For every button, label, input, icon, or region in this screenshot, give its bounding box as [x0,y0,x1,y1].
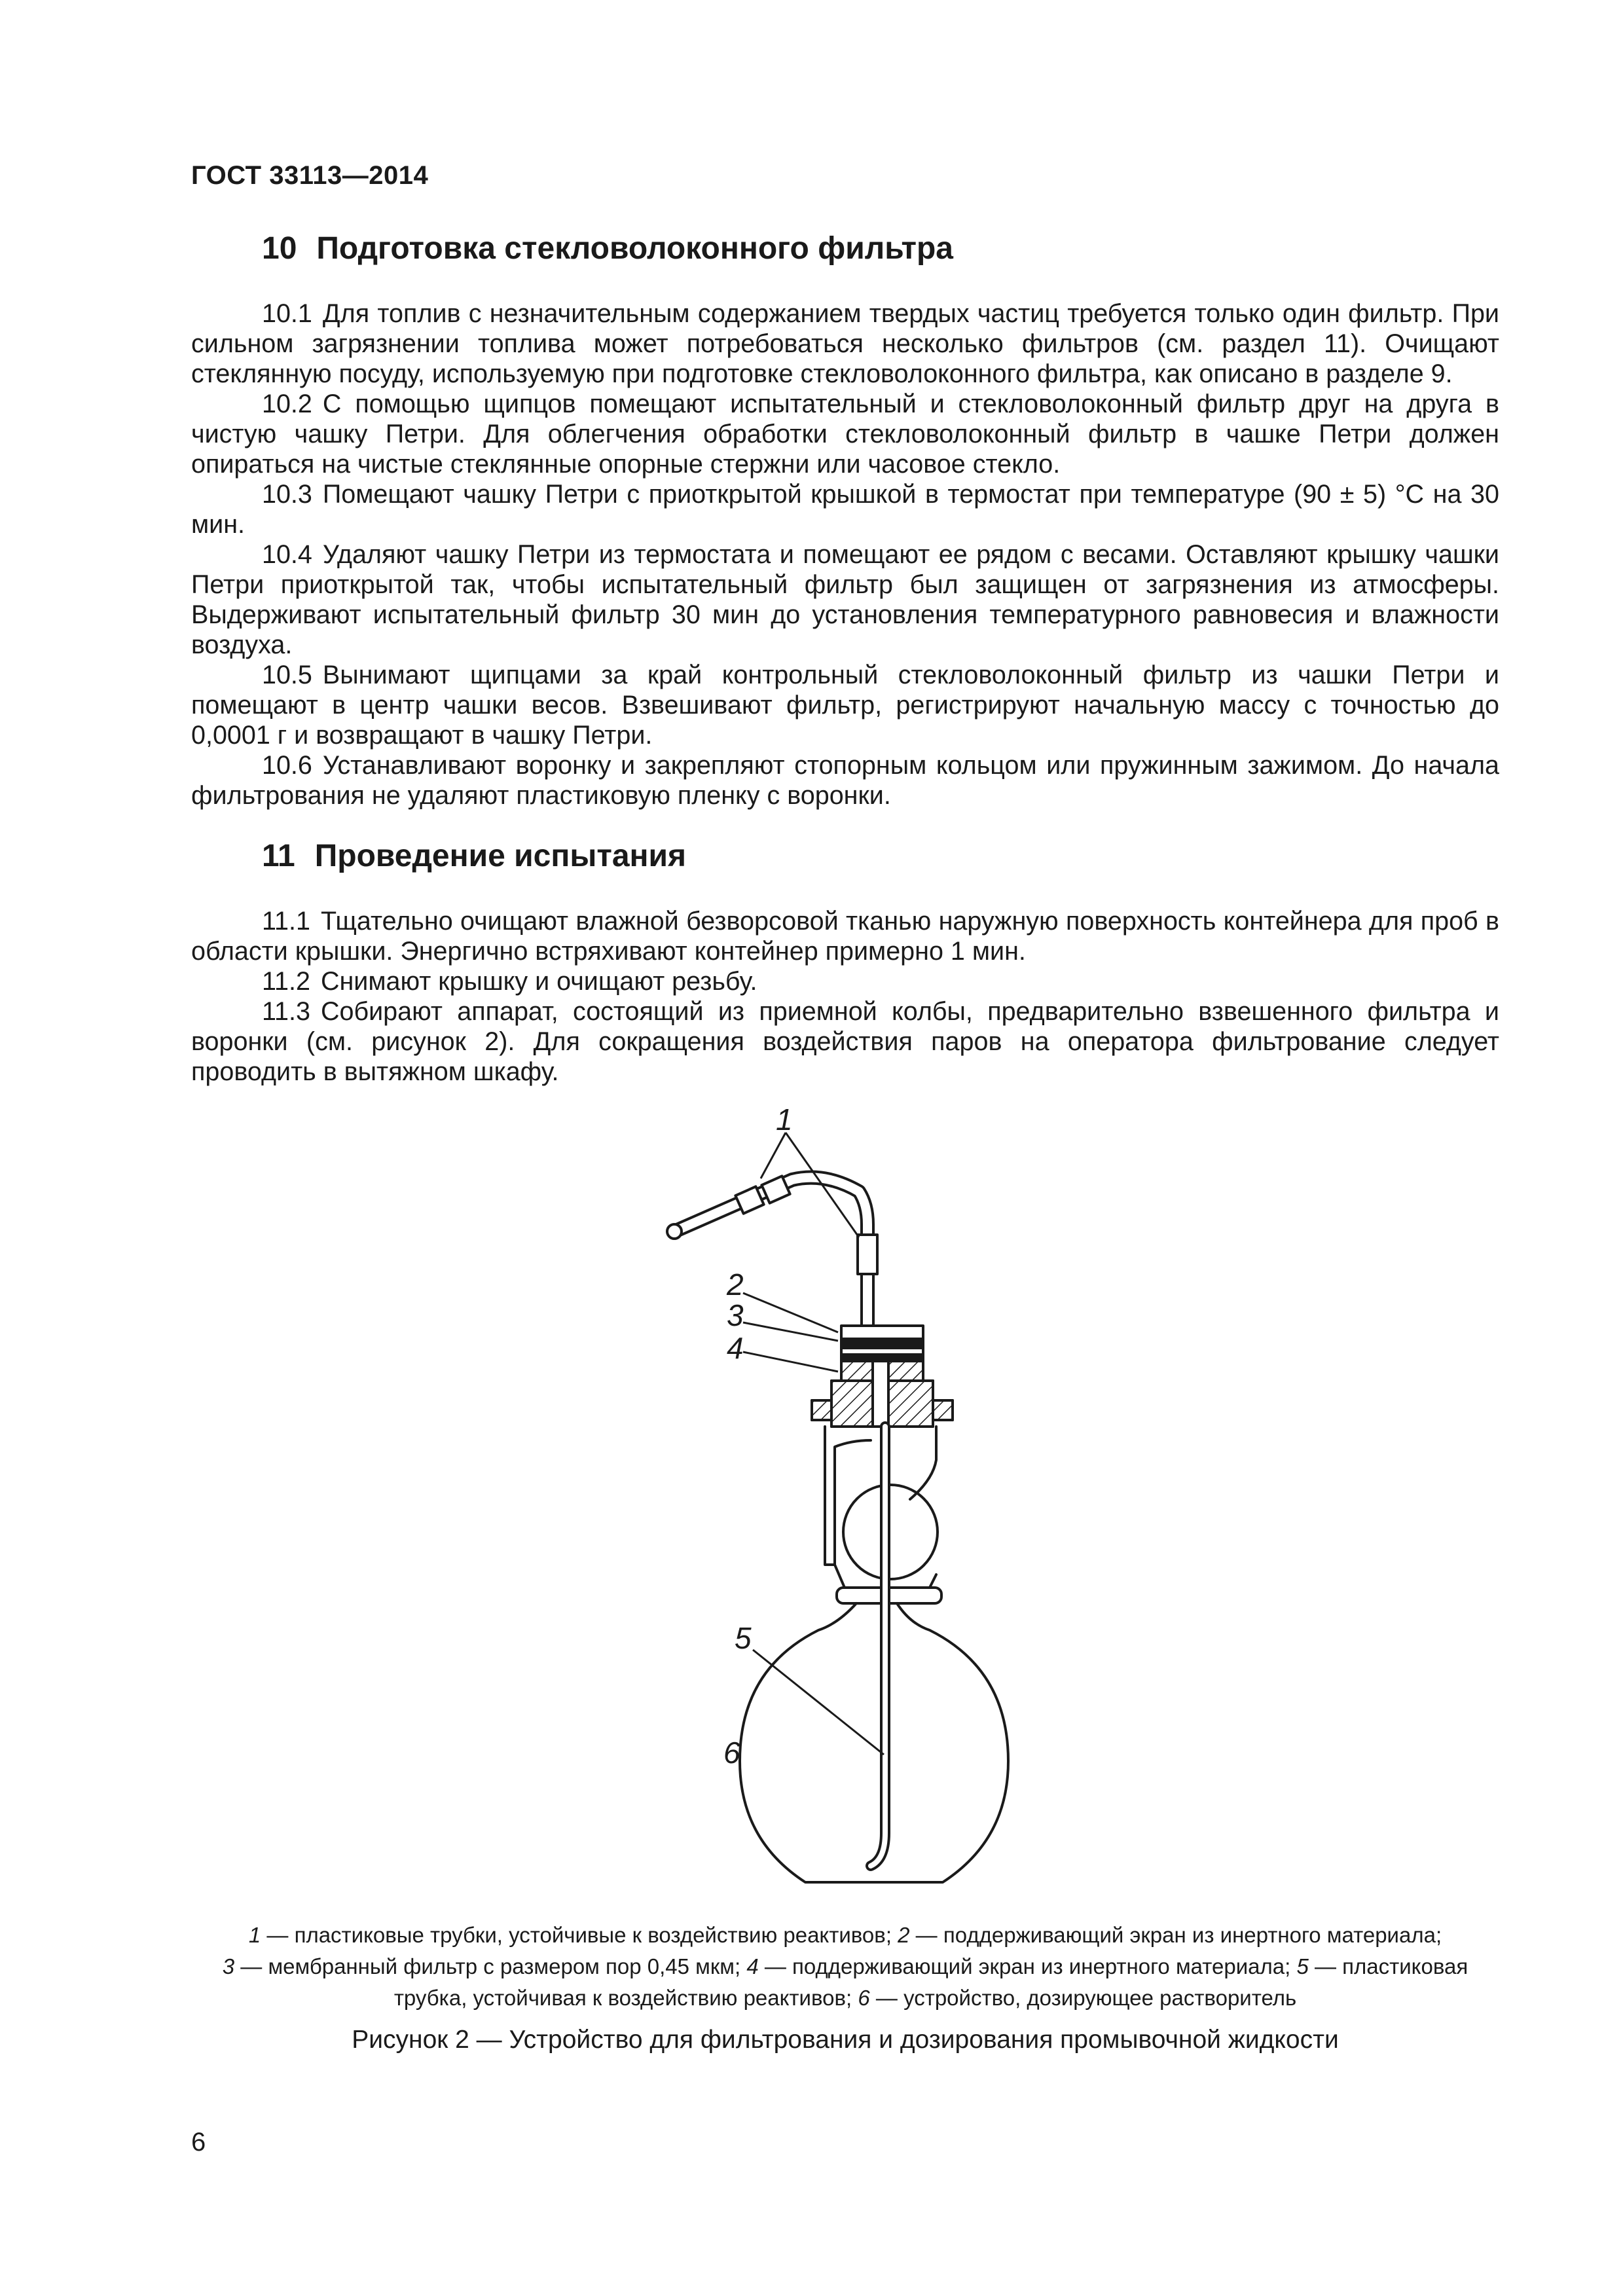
legend-text-4: — поддерживающий экран из инертного материала; [758,1954,1297,1978]
legend-key-6: 6 [858,1986,870,2010]
paragraph-number: 11.3 [262,997,310,1026]
section-10-number: 10 [262,231,297,266]
callout-4: 4 [727,1331,744,1365]
callout-1: 1 [776,1106,793,1137]
paragraph-10-4 [191,539,1499,660]
legend-line-1 [191,1920,1499,1951]
section-11-number: 11 [262,839,295,873]
paragraph-10-1 [191,299,1499,389]
paragraph-11-2 [191,966,1499,996]
paragraph-text: Устанавливают воронку и закрепляют стопорным кольцом или пружинным зажимом. До начала фильтрования не удаляют пластиковую пленку с воронки. [191,751,1499,810]
legend-text-5-cont: трубка, устойчивая к воздействию реактивов; [393,1986,858,2010]
document-id-header: ГОСТ 33113—2014 [191,161,429,190]
paragraph-text: Снимают крышку и очищают резьбу. [320,967,757,996]
paragraph-text: Вынимают щипцами за край контрольный стекловолоконный фильтр из чашки Петри и помещают в центр чашки весов. Взвешивают фильтр, регистрируют начальную массу с точностью до 0,0001 г и возвращают в чашку Петри. [191,661,1499,750]
paragraph-text: С помощью щипцов помещают испытательный и стекловолоконный фильтр друг на друга в чистую чашку Петри. Для облегчения обработки стекловолоконный фильтр в чашке Петри должен опираться на чистые стеклянные опорные стержни или часовое стекло. [191,390,1499,479]
paragraph-number: 10.2 [262,390,312,418]
paragraph-text: Собирают аппарат, состоящий из приемной колбы, предварительно взвешенного фильтра и воронки (см. рисунок 2). Для сокращения воздействия паров на оператора фильтрование следует проводить в вытяжном шкафу. [191,997,1499,1086]
callout-6: 6 [723,1736,740,1770]
flask-body [667,1176,1008,1882]
paragraph-number: 10.6 [262,751,312,780]
legend-key-4: 4 [746,1954,759,1978]
legend-line-2 [191,1951,1499,1982]
paragraph-number: 10.5 [262,661,312,689]
filtration-device-drawing [589,1106,1048,1912]
legend-line-3 [191,1982,1499,2014]
figure-filtration-device [589,1106,1048,1912]
figure-caption: Рисунок 2 — Устройство для фильтрования и дозирования промывочной жидкости [352,2026,1339,2054]
paragraph-10-3 [191,479,1499,539]
legend-key-2: 2 [898,1923,910,1947]
section-10-title: Подготовка стекловолоконного фильтра [316,231,953,266]
paragraph-number: 10.4 [262,540,312,569]
section-11-title: Проведение испытания [314,839,687,873]
paragraph-text: Тщательно очищают влажной безворсовой тканью наружную поверхность контейнера для проб в области крышки. Энергично встряхивают контейнер примерно 1 мин. [191,907,1499,966]
paragraph-10-2 [191,389,1499,479]
paragraph-text: Для топлив с незначительным содержанием твердых частиц требуется только один фильтр. При сильном загрязнении топлива может потребоваться несколько фильтров (см. раздел 11). Очищают стеклянную посуду, используемую при подготовке стекловолоконного фильтра, как описано в разделе 9. [191,299,1499,388]
legend-key-1: 1 [248,1923,261,1947]
paragraph-number: 11.2 [262,967,310,996]
paragraph-number: 10.3 [262,480,312,509]
legend-text-2: — поддерживающий экран из инертного материала; [909,1923,1442,1947]
page-number: 6 [191,2128,206,2157]
figure-legend [191,1920,1499,2014]
legend-text-1: — пластиковые трубки, устойчивые к воздействию реактивов; [261,1923,898,1947]
legend-text-6: — устройство, дозирующее растворитель [869,1986,1297,2010]
paragraph-text: Помещают чашку Петри с приоткрытой крышкой в термостат при температуре (90 ± 5) °С на 30 мин. [191,480,1499,539]
callout-5: 5 [735,1621,752,1655]
paragraph-11-3 [191,996,1499,1087]
legend-key-3: 3 [222,1954,235,1978]
paragraph-number: 10.1 [262,299,312,328]
callout-2: 2 [727,1267,744,1302]
legend-text-5: — пластиковая [1308,1954,1468,1978]
paragraph-10-6 [191,750,1499,811]
section-11-heading [262,838,686,874]
legend-text-3: — мембранный фильтр с размером пор 0,45 мкм; [234,1954,747,1978]
callout-3: 3 [727,1298,744,1332]
paragraph-10-5 [191,660,1499,750]
paragraph-number: 11.1 [262,907,310,936]
legend-key-5: 5 [1296,1954,1309,1978]
paragraph-text: Удаляют чашку Петри из термостата и помещают ее рядом с весами. Оставляют крышку чашки Петри приоткрытой так, чтобы испытательный фильтр был защищен от загрязнения из атмосферы. Выдерживают испытательный фильтр 30 мин до установления температурного равновесия и влажности воздуха. [191,540,1499,659]
section-10-heading [262,230,953,266]
paragraph-11-1 [191,906,1499,966]
